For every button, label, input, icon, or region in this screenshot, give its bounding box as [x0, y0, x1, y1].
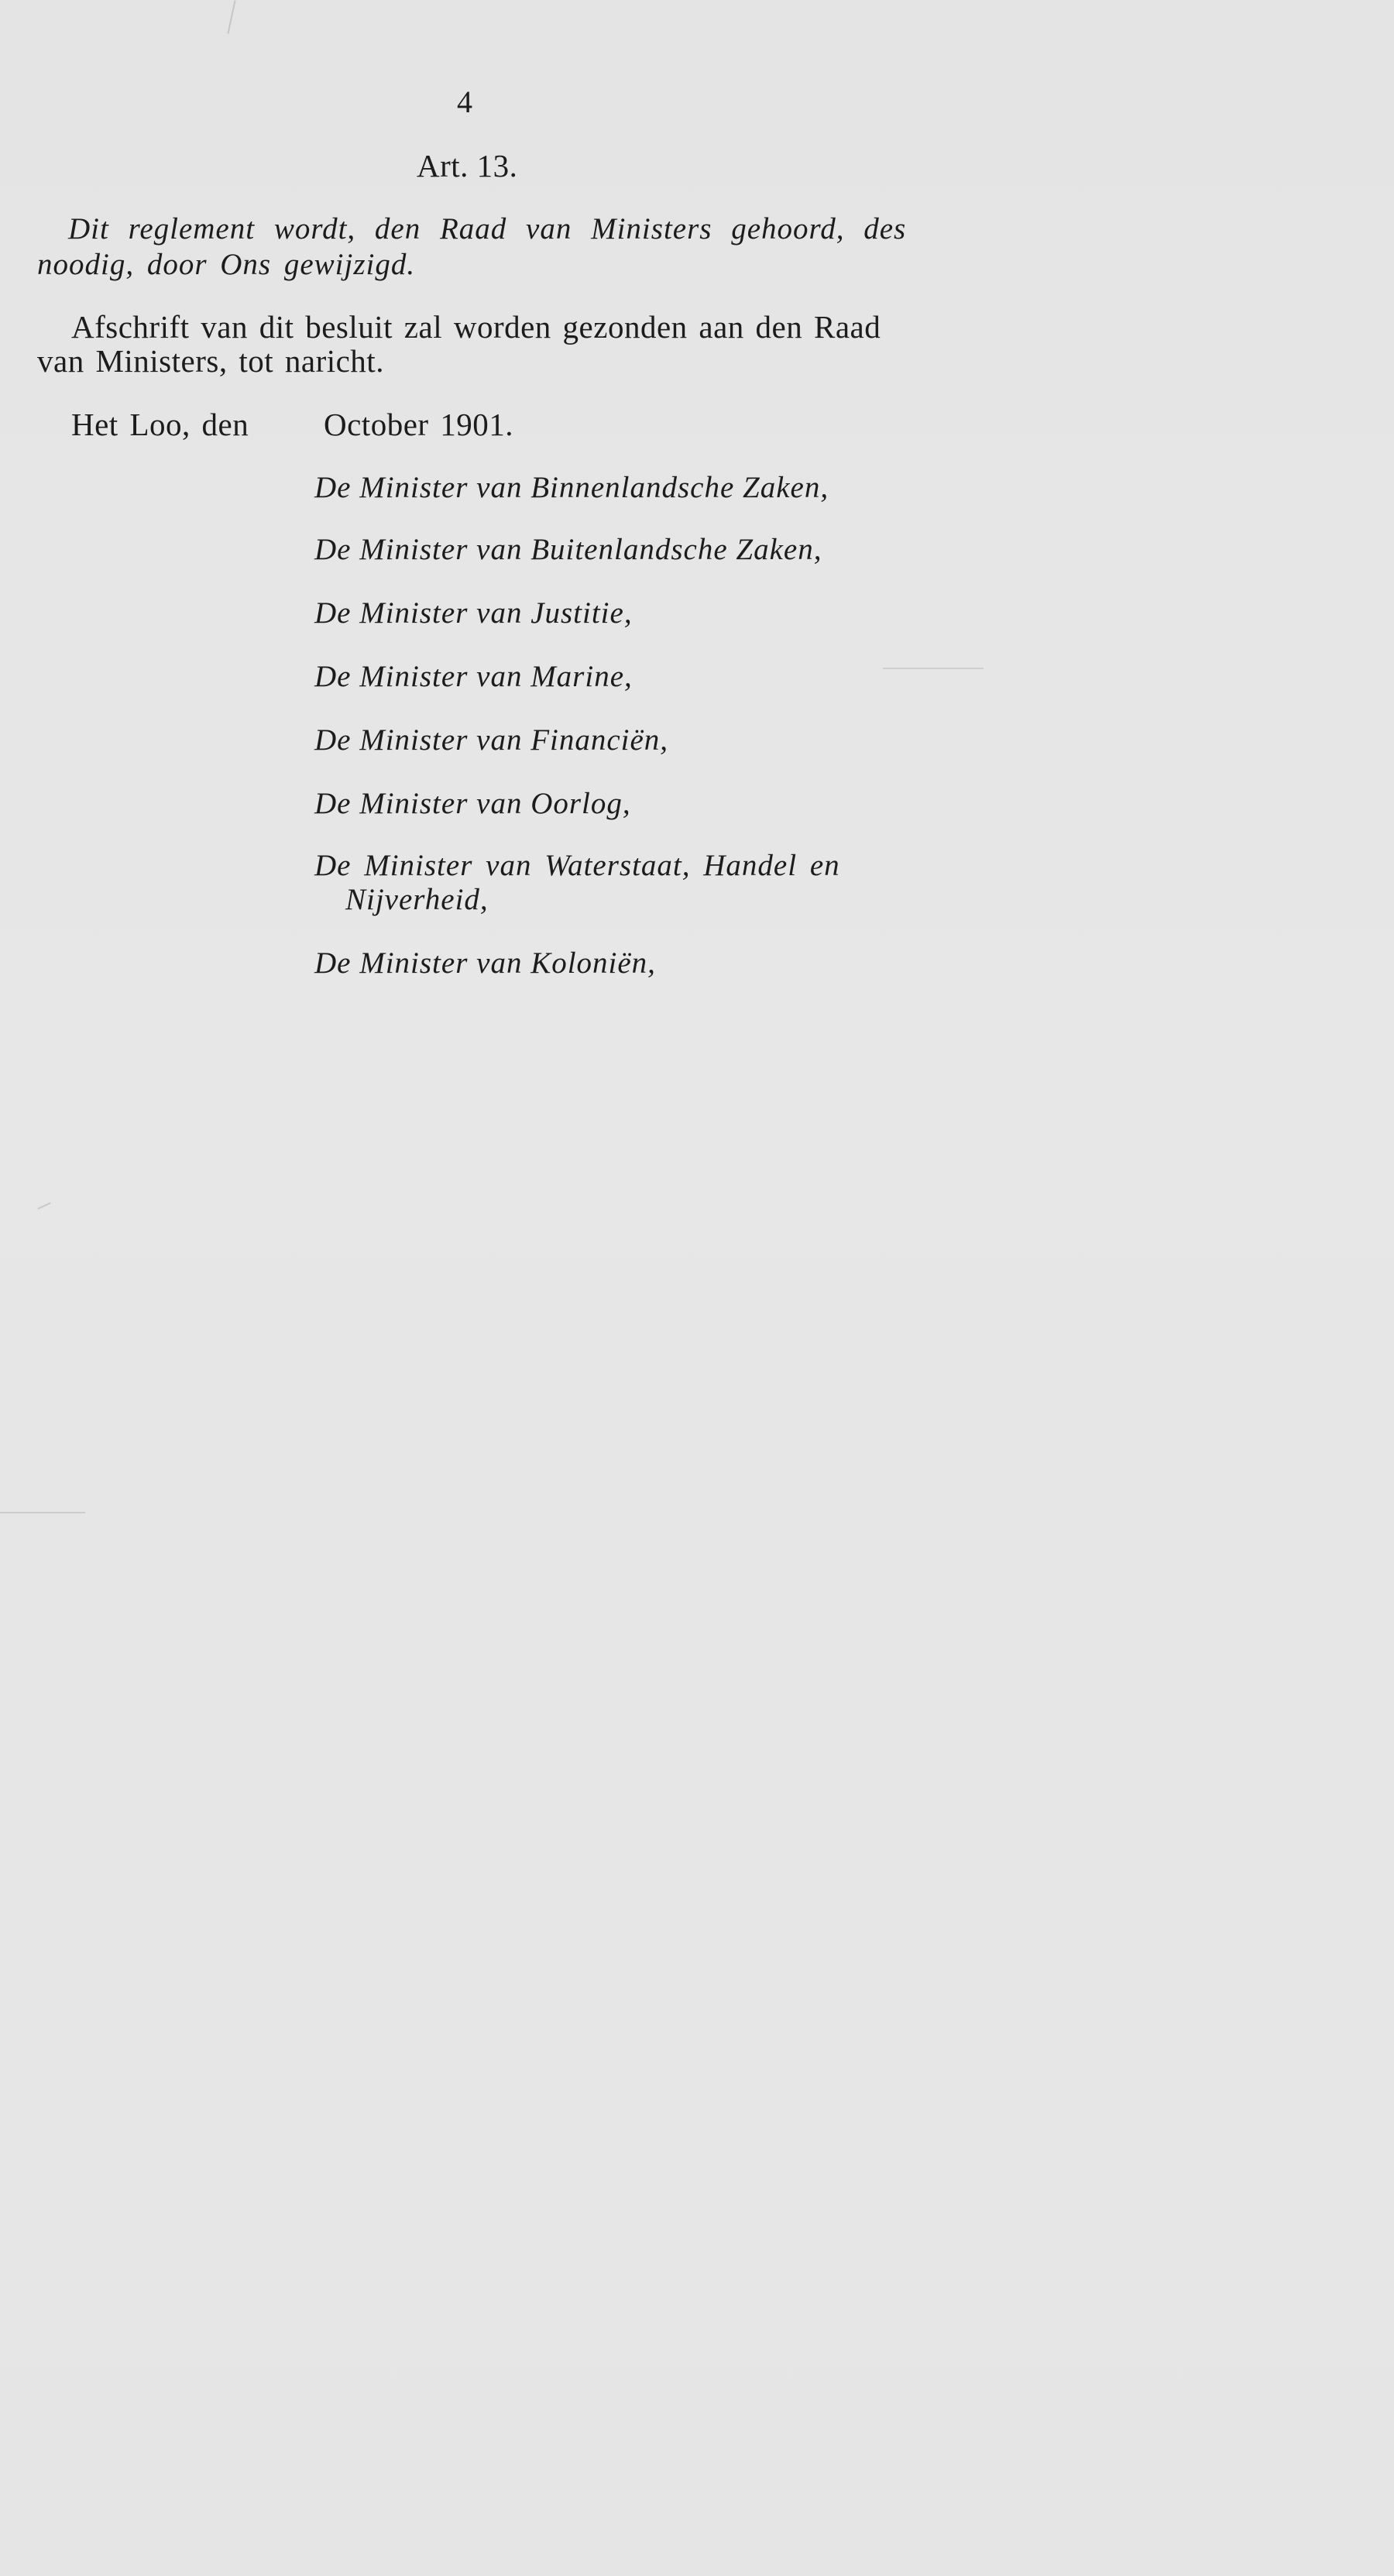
- paper-blemish: [883, 668, 984, 669]
- paper-blemish: [37, 1202, 50, 1209]
- article-heading: Art. 13.: [417, 148, 518, 184]
- paragraph-1-line-2: noodig, door Ons gewijzigd.: [37, 248, 416, 281]
- minister-signature-line: De Minister van Buitenlandsche Zaken,: [314, 533, 822, 566]
- date-line: October 1901.: [324, 407, 514, 442]
- paper-blemish: [0, 1512, 85, 1513]
- minister-signature-line: De Minister van Financiën,: [314, 723, 669, 757]
- minister-signature-line: De Minister van Koloniën,: [314, 946, 656, 980]
- paper-blemish: [227, 0, 235, 33]
- paragraph-2-line-2: van Ministers, tot naricht.: [37, 343, 384, 379]
- minister-signature-line: De Minister van Justitie,: [314, 596, 633, 630]
- minister-signature-line: De Minister van Binnenlandsche Zaken,: [314, 471, 829, 504]
- minister-signature-line-continuation: Nijverheid,: [345, 883, 489, 916]
- minister-signature-line: De Minister van Oorlog,: [314, 787, 631, 820]
- paragraph-1-line-1: Dit reglement wordt, den Raad van Ministers gehoord, des: [68, 212, 907, 246]
- minister-signature-line: De Minister van Marine,: [314, 660, 633, 693]
- paragraph-2-line-1: Afschrift van dit besluit zal worden gezonden aan den Raad: [71, 309, 881, 345]
- place-line: Het Loo, den: [71, 407, 249, 442]
- page-number: 4: [457, 84, 473, 119]
- minister-signature-line: De Minister van Waterstaat, Handel en: [314, 849, 840, 882]
